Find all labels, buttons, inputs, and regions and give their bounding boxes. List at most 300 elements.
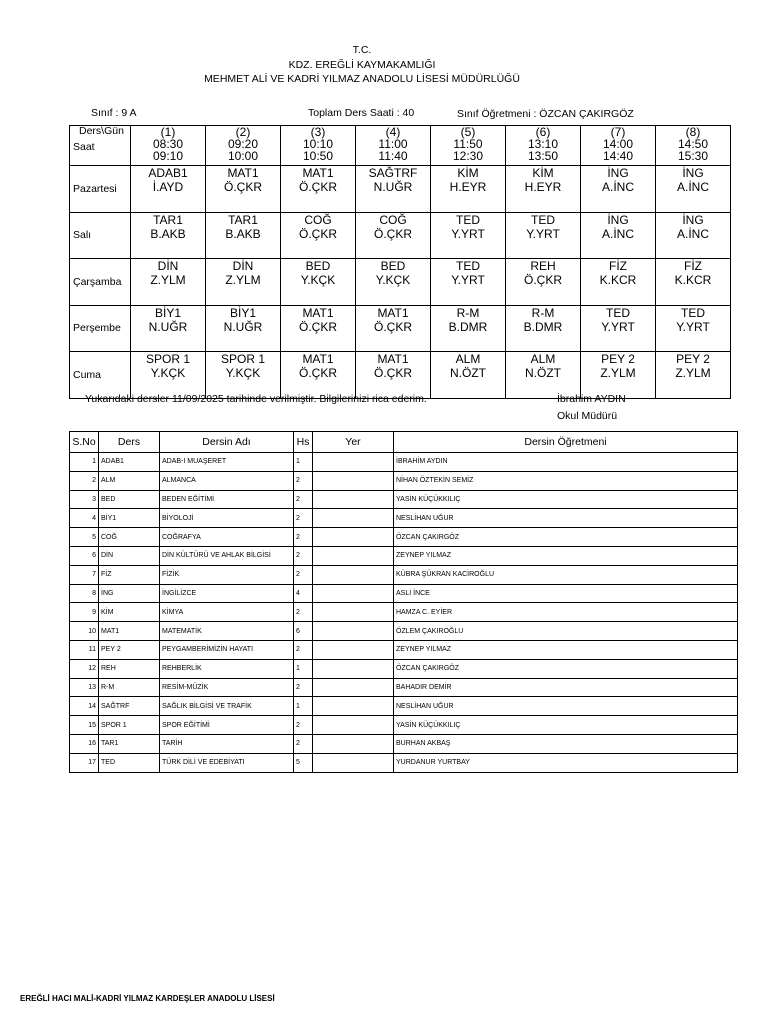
- course-code: BİY1: [99, 509, 160, 528]
- course-number: 2: [70, 471, 99, 490]
- course-code: COĞ: [99, 528, 160, 547]
- course-row: [70, 697, 738, 716]
- course-hours: 2: [294, 546, 313, 565]
- course-column-header: Ders: [99, 432, 160, 453]
- course-name: SPOR EĞİTİMİ: [160, 716, 294, 735]
- lesson-cell: [431, 212, 506, 259]
- lesson-cell: [431, 166, 506, 213]
- day-name: Çarşamba: [70, 259, 131, 306]
- lesson-teacher: Y.YRT: [451, 273, 485, 287]
- course-room: [313, 753, 394, 772]
- lesson-cell: [356, 352, 431, 399]
- lesson-code: REH: [530, 259, 556, 273]
- lesson-cell: [431, 352, 506, 399]
- course-name: DİN KÜLTÜRÜ VE AHLAK BİLGİSİ: [160, 546, 294, 565]
- course-code: ALM: [99, 471, 160, 490]
- course-teacher: NESLİHAN UĞUR: [394, 509, 738, 528]
- schedule-corner: [70, 126, 131, 166]
- course-name: PEYGAMBERİMİZİN HAYATI: [160, 640, 294, 659]
- class-teacher-label: Sınıf Öğretmeni : ÖZCAN ÇAKIRGÖZ: [457, 108, 634, 120]
- course-name: FİZİK: [160, 565, 294, 584]
- lesson-teacher: Ö.ÇKR: [373, 319, 412, 334]
- footer-school-name: EREĞLİ HACI MALİ-KADRİ YILMAZ KARDEŞLER ANADOLU LİSESİ: [20, 994, 275, 1003]
- lesson-code: COĞ: [379, 212, 407, 227]
- lesson-teacher: A.İNC: [676, 180, 709, 194]
- course-number: 17: [70, 753, 99, 772]
- course-room: [313, 528, 394, 547]
- course-hours: 2: [294, 565, 313, 584]
- lesson-code: BİY1: [229, 305, 256, 320]
- lesson-teacher: Y.KÇK: [225, 366, 261, 380]
- lesson-code: SPOR 1: [220, 352, 265, 366]
- lesson-teacher: H.EYR: [524, 180, 562, 194]
- lesson-code: BED: [380, 259, 406, 273]
- course-teacher: BAHADIR DEMİR: [394, 678, 738, 697]
- course-teacher: NESLİHAN UĞUR: [394, 697, 738, 716]
- period-header: [131, 126, 206, 166]
- course-room: [313, 659, 394, 678]
- lesson-teacher: Z.YLM: [600, 366, 636, 380]
- corner-saat: Saat: [73, 141, 95, 153]
- lesson-cell: [656, 212, 731, 259]
- lesson-cell: [281, 212, 356, 259]
- lesson-code: TED: [681, 305, 705, 320]
- lesson-code: MAT1: [302, 305, 334, 320]
- course-teacher: YASİN KÜÇÜKKILIÇ: [394, 490, 738, 509]
- course-hours: 1: [294, 659, 313, 678]
- period-number: (1): [160, 125, 176, 139]
- lesson-teacher: Z.YLM: [675, 366, 711, 380]
- course-number: 6: [70, 546, 99, 565]
- schedule-day-row: [70, 305, 731, 352]
- lesson-code: TED: [456, 259, 480, 273]
- day-name: Perşembe: [70, 305, 131, 352]
- course-hours: 1: [294, 453, 313, 472]
- lesson-teacher: A.İNC: [601, 226, 634, 241]
- day-name: Cuma: [70, 352, 131, 399]
- course-teacher: ÖZLEM ÇAKIROĞLU: [394, 622, 738, 641]
- lesson-code: İNG: [682, 212, 704, 227]
- lesson-teacher: Ö.ÇKR: [373, 366, 412, 380]
- weekly-schedule-table: [69, 125, 731, 399]
- course-row: [70, 678, 738, 697]
- lesson-teacher: Ö.ÇKR: [373, 226, 412, 241]
- course-teacher: ÖZCAN ÇAKIRGÖZ: [394, 528, 738, 547]
- lesson-teacher: B.DMR: [523, 319, 563, 334]
- lesson-code: TAR1: [228, 212, 258, 227]
- lesson-code: MAT1: [377, 352, 409, 366]
- course-room: [313, 716, 394, 735]
- lesson-teacher: Y.YRT: [526, 226, 560, 241]
- course-teacher: KÜBRA ŞÜKRAN KACİROĞLU: [394, 565, 738, 584]
- period-number: (6): [535, 125, 551, 139]
- period-header: [206, 126, 281, 166]
- period-number: (7): [610, 125, 626, 139]
- course-teacher: ZEYNEP YILMAZ: [394, 640, 738, 659]
- course-room: [313, 471, 394, 490]
- lesson-cell: [206, 305, 281, 352]
- course-row: [70, 565, 738, 584]
- period-end-time: 15:30: [677, 149, 709, 163]
- course-column-header: Dersin Adı: [160, 432, 294, 453]
- lesson-cell: [206, 352, 281, 399]
- lesson-cell: [656, 259, 731, 306]
- lesson-teacher: Ö.ÇKR: [298, 366, 337, 380]
- period-end-time: 13:50: [527, 149, 559, 163]
- course-room: [313, 509, 394, 528]
- lesson-code: PEY 2: [601, 352, 635, 366]
- course-code: SPOR 1: [99, 716, 160, 735]
- lesson-cell: [656, 166, 731, 213]
- course-hours: 2: [294, 490, 313, 509]
- lesson-cell: [506, 352, 581, 399]
- course-hours: 2: [294, 603, 313, 622]
- lesson-teacher: Ö.ÇKR: [298, 180, 337, 194]
- course-hours: 4: [294, 584, 313, 603]
- period-end-time: 12:30: [452, 149, 484, 163]
- lesson-teacher: Y.YRT: [451, 226, 485, 241]
- course-code: KİM: [99, 603, 160, 622]
- lesson-teacher: N.UĞR: [223, 319, 263, 334]
- lesson-teacher: Y.KÇK: [375, 273, 411, 287]
- lesson-code: BİY1: [154, 305, 181, 320]
- lesson-cell: [206, 259, 281, 306]
- course-row: [70, 546, 738, 565]
- lesson-cell: [131, 305, 206, 352]
- schedule-header-row: [70, 126, 731, 166]
- period-header: [356, 126, 431, 166]
- course-number: 14: [70, 697, 99, 716]
- lesson-cell: [506, 305, 581, 352]
- lesson-teacher: Ö.ÇKR: [523, 273, 562, 287]
- header-tc: T.C.: [352, 44, 372, 56]
- lesson-code: PEY 2: [676, 352, 710, 366]
- lesson-cell: [131, 259, 206, 306]
- course-teacher: YASİN KÜÇÜKKILIÇ: [394, 716, 738, 735]
- course-name: SAĞLIK BİLGİSİ VE TRAFİK: [160, 697, 294, 716]
- course-room: [313, 453, 394, 472]
- course-number: 9: [70, 603, 99, 622]
- course-row: [70, 659, 738, 678]
- course-row: [70, 584, 738, 603]
- lesson-cell: [281, 166, 356, 213]
- lesson-teacher: B.AKB: [150, 226, 186, 241]
- course-code: R-M: [99, 678, 160, 697]
- lesson-code: FİZ: [684, 259, 702, 273]
- period-header: [581, 126, 656, 166]
- lesson-code: R-M: [456, 305, 480, 320]
- course-number: 16: [70, 734, 99, 753]
- course-name: KİMYA: [160, 603, 294, 622]
- lesson-code: İNG: [607, 212, 629, 227]
- course-code: SAĞTRF: [99, 697, 160, 716]
- principal-name: İbrahim AYDIN: [557, 393, 626, 405]
- lesson-code: SAĞTRF: [368, 166, 418, 180]
- course-number: 7: [70, 565, 99, 584]
- lesson-cell: [581, 259, 656, 306]
- lesson-teacher: K.KCR: [674, 273, 712, 287]
- course-hours: 6: [294, 622, 313, 641]
- lesson-cell: [281, 259, 356, 306]
- course-number: 3: [70, 490, 99, 509]
- course-code: İNG: [99, 584, 160, 603]
- course-teacher: HAMZA C. EYİER: [394, 603, 738, 622]
- lesson-code: FİZ: [609, 259, 627, 273]
- course-room: [313, 603, 394, 622]
- period-start-time: 11:00: [378, 137, 408, 151]
- course-row: [70, 640, 738, 659]
- course-number: 12: [70, 659, 99, 678]
- period-start-time: 08:30: [152, 137, 184, 151]
- course-name: ALMANCA: [160, 471, 294, 490]
- course-hours: 2: [294, 678, 313, 697]
- course-code: ADAB1: [99, 453, 160, 472]
- course-hours: 2: [294, 716, 313, 735]
- course-column-header: Yer: [313, 432, 394, 453]
- total-hours-label: Toplam Ders Saati : 40: [308, 107, 415, 119]
- period-header: [431, 126, 506, 166]
- lesson-cell: [581, 166, 656, 213]
- course-teacher: YURDANUR YURTBAY: [394, 753, 738, 772]
- course-room: [313, 622, 394, 641]
- course-hours: 2: [294, 734, 313, 753]
- schedule-day-row: [70, 166, 731, 213]
- lesson-teacher: N.ÖZT: [525, 366, 561, 380]
- course-row: [70, 453, 738, 472]
- course-row: [70, 622, 738, 641]
- course-row: [70, 753, 738, 772]
- header-kaymakamlik: KDZ. EREĞLİ KAYMAKAMLIĞI: [288, 59, 436, 71]
- lesson-cell: [506, 166, 581, 213]
- lesson-teacher: A.İNC: [601, 180, 634, 194]
- course-room: [313, 734, 394, 753]
- course-hours: 2: [294, 471, 313, 490]
- lesson-code: ADAB1: [148, 166, 188, 180]
- period-start-time: 14:00: [602, 137, 634, 151]
- course-room: [313, 584, 394, 603]
- lesson-teacher: Ö.ÇKR: [298, 319, 337, 334]
- lesson-teacher: Y.KÇK: [300, 273, 336, 287]
- course-room: [313, 640, 394, 659]
- schedule-note: Yukarıdaki dersler 11/09/2025 tarihinde verilmiştir. Bilgilerinizi rica ederim.: [85, 393, 427, 405]
- lesson-code: SPOR 1: [145, 352, 190, 366]
- lesson-cell: [581, 212, 656, 259]
- course-name: İNGİLİZCE: [160, 584, 294, 603]
- lesson-code: MAT1: [302, 166, 334, 180]
- course-number: 1: [70, 453, 99, 472]
- course-hours: 2: [294, 528, 313, 547]
- period-end-time: 10:50: [302, 149, 334, 163]
- lesson-cell: [131, 212, 206, 259]
- course-name: BEDEN EĞİTİMİ: [160, 490, 294, 509]
- course-code: DİN: [99, 546, 160, 565]
- course-room: [313, 678, 394, 697]
- course-teacher: ZEYNEP YILMAZ: [394, 546, 738, 565]
- lesson-code: MAT1: [227, 166, 259, 180]
- period-header: [281, 126, 356, 166]
- course-number: 5: [70, 528, 99, 547]
- lesson-code: R-M: [531, 305, 555, 320]
- course-teacher: NİHAN ÖZTEKİN SEMİZ: [394, 471, 738, 490]
- lesson-code: TAR1: [153, 212, 183, 227]
- lesson-code: DİN: [157, 259, 179, 273]
- lesson-teacher: Ö.ÇKR: [298, 226, 337, 241]
- lesson-teacher: N.UĞR: [148, 319, 188, 334]
- lesson-code: MAT1: [302, 352, 334, 366]
- course-hours: 5: [294, 753, 313, 772]
- lesson-cell: [131, 352, 206, 399]
- course-code: PEY 2: [99, 640, 160, 659]
- lesson-cell: [281, 305, 356, 352]
- lesson-cell: [206, 166, 281, 213]
- course-number: 13: [70, 678, 99, 697]
- course-row: [70, 603, 738, 622]
- lesson-code: TED: [606, 305, 630, 320]
- day-name: Pazartesi: [70, 166, 131, 213]
- course-row: [70, 509, 738, 528]
- period-end-time: 09:10: [152, 149, 184, 163]
- principal-title: Okul Müdürü: [557, 410, 618, 422]
- lesson-code: COĞ: [304, 212, 332, 227]
- course-column-header: Dersin Öğretmeni: [394, 432, 738, 453]
- lesson-teacher: K.KCR: [599, 273, 637, 287]
- schedule-day-row: [70, 259, 731, 306]
- lesson-cell: [206, 212, 281, 259]
- course-teacher: İBRAHİM AYDIN: [394, 453, 738, 472]
- course-name: RESİM-MÜZİK: [160, 678, 294, 697]
- lesson-code: MAT1: [377, 305, 409, 320]
- class-label: Sınıf : 9 A: [91, 107, 137, 119]
- lesson-teacher: Y.KÇK: [150, 366, 186, 380]
- course-hours: 1: [294, 697, 313, 716]
- period-number: (8): [685, 125, 701, 139]
- lesson-code: TED: [456, 212, 480, 227]
- lesson-teacher: İ.AYD: [152, 180, 184, 194]
- course-column-header: S.No: [70, 432, 99, 453]
- lesson-teacher: Z.YLM: [150, 273, 186, 287]
- course-code: MAT1: [99, 622, 160, 641]
- lesson-teacher: N.UĞR: [373, 180, 413, 194]
- lesson-teacher: Y.YRT: [676, 319, 710, 334]
- lesson-cell: [656, 352, 731, 399]
- course-row: [70, 471, 738, 490]
- course-name: ADAB-I MUAŞERET: [160, 453, 294, 472]
- period-number: (5): [460, 125, 476, 139]
- period-number: (3): [310, 125, 326, 139]
- course-code: REH: [99, 659, 160, 678]
- lesson-teacher: Ö.ÇKR: [223, 180, 262, 194]
- day-name: Salı: [70, 212, 131, 259]
- lesson-code: TED: [531, 212, 555, 227]
- course-name: MATEMATİK: [160, 622, 294, 641]
- course-column-header: Hs: [294, 432, 313, 453]
- period-start-time: 09:20: [227, 137, 259, 151]
- course-hours: 2: [294, 640, 313, 659]
- period-number: (4): [385, 125, 401, 139]
- course-name: TÜRK DİLİ VE EDEBİYATI: [160, 753, 294, 772]
- lesson-code: DİN: [232, 259, 254, 273]
- course-teacher: ASLI İNCE: [394, 584, 738, 603]
- course-room: [313, 490, 394, 509]
- course-row: [70, 490, 738, 509]
- period-header: [506, 126, 581, 166]
- lesson-cell: [356, 212, 431, 259]
- course-teacher: ÖZCAN ÇAKIRGÖZ: [394, 659, 738, 678]
- lesson-teacher: N.ÖZT: [450, 366, 486, 380]
- lesson-code: KİM: [457, 166, 479, 180]
- course-name: TARİH: [160, 734, 294, 753]
- course-teacher: BURHAN AKBAŞ: [394, 734, 738, 753]
- course-hours: 2: [294, 509, 313, 528]
- lesson-cell: [281, 352, 356, 399]
- lesson-teacher: Z.YLM: [225, 273, 261, 287]
- lesson-cell: [356, 305, 431, 352]
- course-row: [70, 528, 738, 547]
- course-room: [313, 565, 394, 584]
- lesson-cell: [356, 166, 431, 213]
- lesson-teacher: B.AKB: [225, 226, 261, 241]
- lesson-code: ALM: [455, 352, 481, 366]
- header-school: MEHMET ALİ VE KADRİ YILMAZ ANADOLU LİSESİ MÜDÜRLÜĞÜ: [204, 73, 520, 85]
- lesson-cell: [431, 305, 506, 352]
- course-room: [313, 697, 394, 716]
- period-header: [656, 126, 731, 166]
- course-name: COĞRAFYA: [160, 528, 294, 547]
- lesson-cell: [506, 212, 581, 259]
- course-code: FİZ: [99, 565, 160, 584]
- lesson-teacher: B.DMR: [448, 319, 488, 334]
- course-name: BİYOLOJİ: [160, 509, 294, 528]
- course-row: [70, 716, 738, 735]
- lesson-cell: [506, 259, 581, 306]
- period-end-time: 11:40: [378, 149, 408, 163]
- lesson-cell: [356, 259, 431, 306]
- course-code: TAR1: [99, 734, 160, 753]
- course-number: 15: [70, 716, 99, 735]
- period-start-time: 14:50: [677, 137, 709, 151]
- corner-ders-gun: Ders\Gün: [79, 125, 124, 137]
- lesson-code: KİM: [532, 166, 554, 180]
- lesson-teacher: Y.YRT: [601, 319, 635, 334]
- lesson-cell: [581, 352, 656, 399]
- lesson-teacher: A.İNC: [676, 226, 709, 241]
- course-room: [313, 546, 394, 565]
- period-end-time: 14:40: [602, 149, 634, 163]
- period-start-time: 11:50: [453, 137, 483, 151]
- lesson-code: BED: [305, 259, 331, 273]
- lesson-cell: [131, 166, 206, 213]
- course-list-table: [69, 431, 738, 773]
- lesson-code: ALM: [530, 352, 556, 366]
- course-code: BED: [99, 490, 160, 509]
- lesson-teacher: H.EYR: [449, 180, 487, 194]
- course-number: 10: [70, 622, 99, 641]
- lesson-code: İNG: [607, 166, 629, 180]
- schedule-day-row: [70, 352, 731, 399]
- course-number: 11: [70, 640, 99, 659]
- course-number: 8: [70, 584, 99, 603]
- lesson-cell: [431, 259, 506, 306]
- schedule-day-row: [70, 212, 731, 259]
- lesson-cell: [581, 305, 656, 352]
- period-number: (2): [235, 125, 251, 139]
- period-end-time: 10:00: [227, 149, 259, 163]
- lesson-cell: [656, 305, 731, 352]
- course-row: [70, 734, 738, 753]
- period-start-time: 13:10: [527, 137, 559, 151]
- lesson-code: İNG: [682, 166, 704, 180]
- course-code: TED: [99, 753, 160, 772]
